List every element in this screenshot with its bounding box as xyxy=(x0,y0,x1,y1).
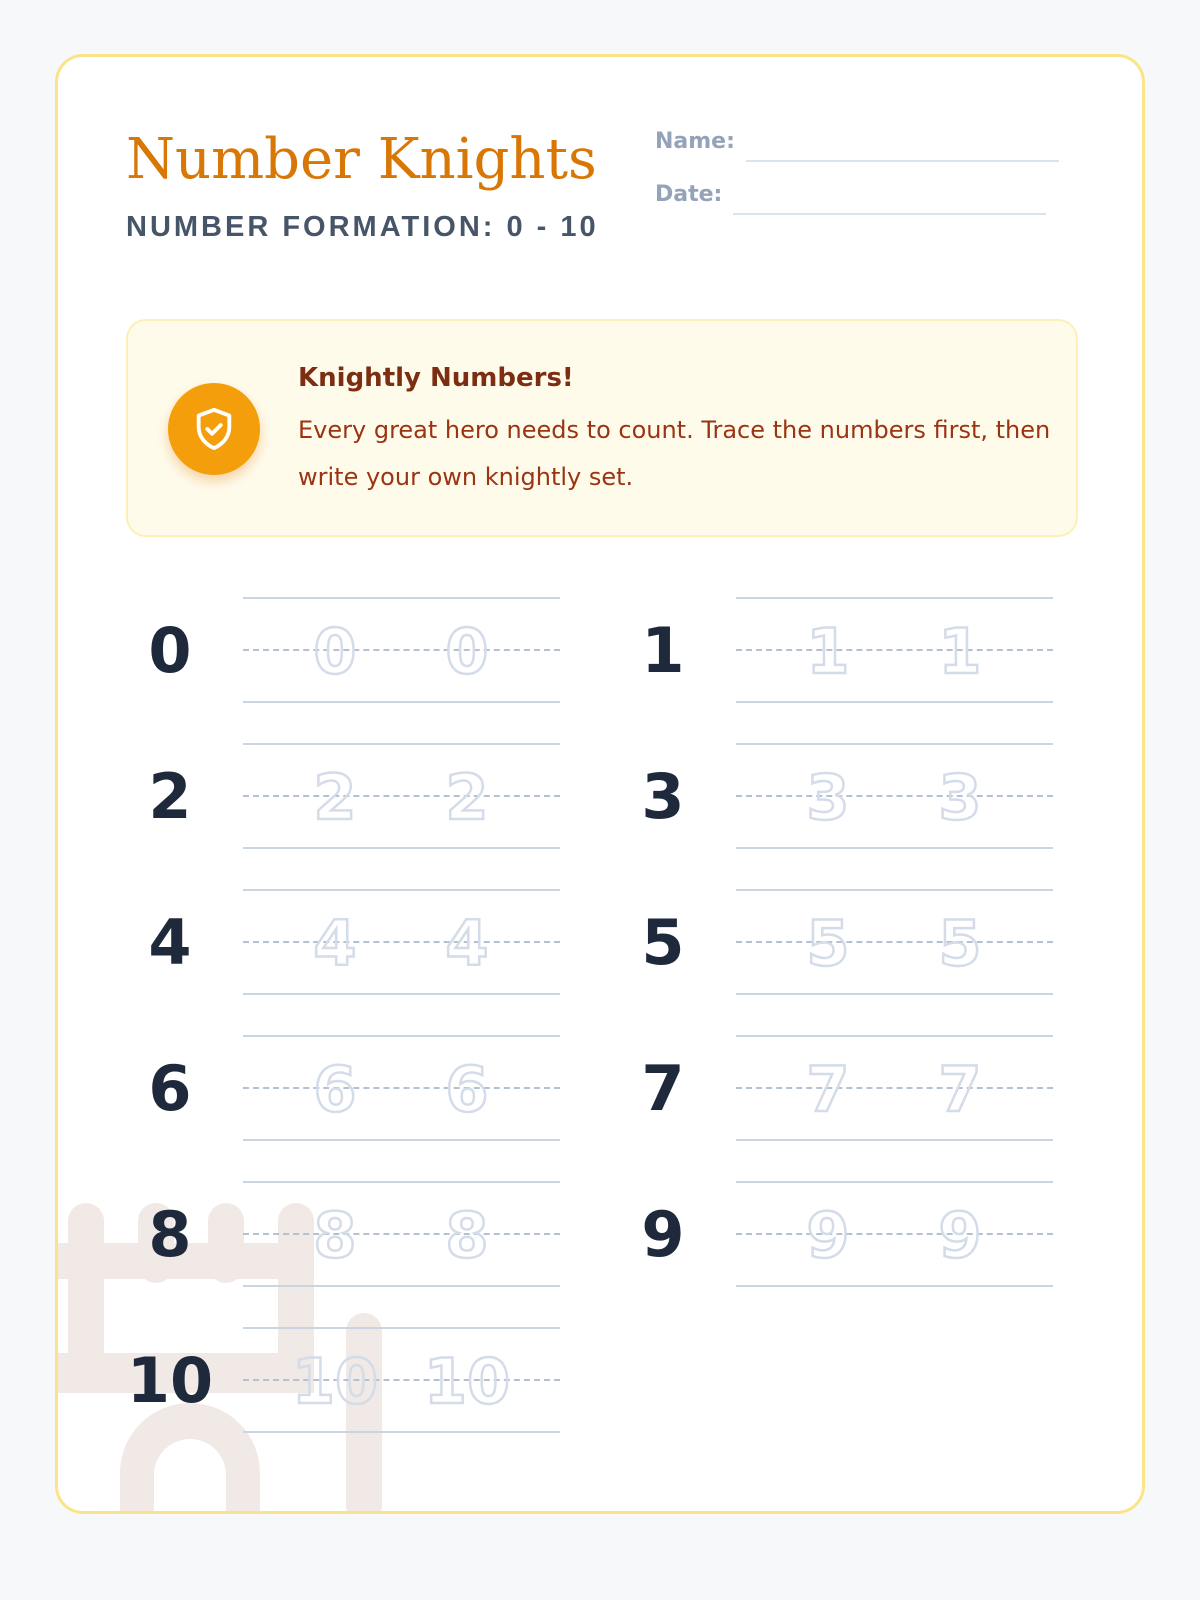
trace-number: 10 xyxy=(291,1344,379,1418)
trace-number: 9 xyxy=(938,1198,982,1272)
trace-number: 0 xyxy=(313,614,357,688)
trace-number: 4 xyxy=(445,906,489,980)
model-number: 3 xyxy=(641,759,685,833)
trace-number: 8 xyxy=(445,1198,489,1272)
number-row xyxy=(613,1035,1053,1141)
baseline xyxy=(736,1285,1053,1287)
trace-number: 1 xyxy=(938,614,982,688)
model-number: 2 xyxy=(148,759,192,833)
baseline xyxy=(243,993,560,995)
model-number: 5 xyxy=(641,905,685,979)
topline xyxy=(736,1181,1053,1183)
writing-lines[interactable] xyxy=(243,1035,560,1141)
topline xyxy=(243,597,560,599)
topline xyxy=(736,597,1053,599)
worksheet-subtitle: NUMBER FORMATION: 0 - 10 xyxy=(126,211,599,243)
number-row xyxy=(120,1035,560,1141)
worksheet-title: Number Knights xyxy=(126,127,597,192)
trace-number: 10 xyxy=(423,1344,511,1418)
topline xyxy=(243,1327,560,1329)
trace-number: 5 xyxy=(938,906,982,980)
writing-lines[interactable] xyxy=(243,743,560,849)
shield-check-icon xyxy=(191,405,237,453)
number-row xyxy=(613,889,1053,995)
baseline xyxy=(243,1431,560,1433)
model-number: 10 xyxy=(126,1343,214,1417)
trace-number: 3 xyxy=(938,760,982,834)
baseline xyxy=(736,847,1053,849)
baseline xyxy=(243,1285,560,1287)
date-field[interactable] xyxy=(733,213,1046,215)
trace-number: 3 xyxy=(806,760,850,834)
banner-text: Every great hero needs to count. Trace the numbers first, then write your own knightly set. xyxy=(298,416,1051,491)
name-label: Name: xyxy=(655,129,735,154)
number-row xyxy=(120,743,560,849)
model-number: 8 xyxy=(148,1197,192,1271)
baseline xyxy=(243,1139,560,1141)
date-label: Date: xyxy=(655,182,723,207)
trace-number: 1 xyxy=(806,614,850,688)
model-number: 4 xyxy=(148,905,192,979)
trace-number: 7 xyxy=(938,1052,982,1126)
trace-number: 6 xyxy=(445,1052,489,1126)
number-row xyxy=(120,1181,560,1287)
baseline xyxy=(736,993,1053,995)
number-row xyxy=(120,597,560,703)
topline xyxy=(243,889,560,891)
writing-lines[interactable] xyxy=(243,1327,560,1433)
writing-lines[interactable] xyxy=(736,1035,1053,1141)
banner-title: Knightly Numbers! xyxy=(298,363,574,393)
trace-number: 6 xyxy=(313,1052,357,1126)
baseline xyxy=(736,701,1053,703)
writing-lines[interactable] xyxy=(243,889,560,995)
writing-lines[interactable] xyxy=(736,889,1053,995)
trace-number: 5 xyxy=(806,906,850,980)
number-row xyxy=(613,1181,1053,1287)
model-number: 6 xyxy=(148,1051,192,1125)
shield-badge xyxy=(168,383,260,475)
number-row xyxy=(120,889,560,995)
trace-number: 2 xyxy=(445,760,489,834)
trace-number: 4 xyxy=(313,906,357,980)
baseline xyxy=(243,701,560,703)
baseline xyxy=(736,1139,1053,1141)
instruction-banner xyxy=(126,319,1078,537)
writing-lines[interactable] xyxy=(736,1181,1053,1287)
topline xyxy=(243,1035,560,1037)
trace-number: 9 xyxy=(806,1198,850,1272)
model-number: 9 xyxy=(641,1197,685,1271)
model-number: 1 xyxy=(641,613,685,687)
writing-lines[interactable] xyxy=(243,1181,560,1287)
model-number: 7 xyxy=(641,1051,685,1125)
writing-lines[interactable] xyxy=(736,597,1053,703)
baseline xyxy=(243,847,560,849)
number-row xyxy=(613,597,1053,703)
topline xyxy=(243,743,560,745)
trace-number: 8 xyxy=(313,1198,357,1272)
worksheet xyxy=(55,54,1145,1514)
writing-lines[interactable] xyxy=(736,743,1053,849)
topline xyxy=(736,1035,1053,1037)
trace-number: 0 xyxy=(445,614,489,688)
number-row xyxy=(120,1327,560,1433)
writing-lines[interactable] xyxy=(243,597,560,703)
topline xyxy=(243,1181,560,1183)
name-field[interactable] xyxy=(746,160,1059,162)
topline xyxy=(736,743,1053,745)
trace-number: 7 xyxy=(806,1052,850,1126)
trace-number: 2 xyxy=(313,760,357,834)
topline xyxy=(736,889,1053,891)
number-row xyxy=(613,743,1053,849)
model-number: 0 xyxy=(148,613,192,687)
